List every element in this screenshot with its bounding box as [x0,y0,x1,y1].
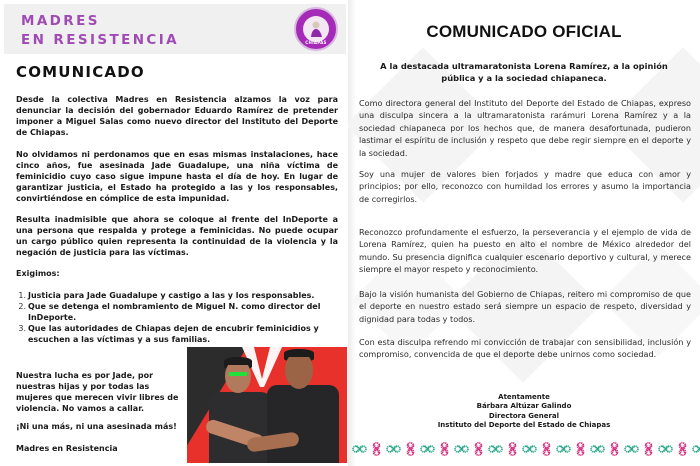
brand-header [4,4,346,54]
pink-embroidery-motif-icon [471,442,488,456]
madres-logo-icon: CHIAPAS [294,7,338,51]
green-embroidery-motif-icon [692,442,700,456]
green-embroidery-motif-icon [658,442,675,456]
signature: Madres en Resistencia [16,444,118,453]
demands-heading: Exigimos: [16,269,60,278]
pink-embroidery-motif-icon [539,442,556,456]
official-communique-panel [348,0,700,466]
green-embroidery-motif-icon [386,442,403,456]
paragraph-apology: Como directora general del Instituto del Deporte del Estado de Chiapas, expreso una disculpa sincera a la ultramaratonista rarámuri Lorena Ramírez y a la sociedad chiapaneca por los hechos que, de manera desafortunada, pudieron lastimar el espíritu de inclusión y respeto que debe regir siempre en el deporte y la sociedad. [359,98,691,158]
brand-line-2: EN RESISTENCIA [21,32,180,48]
demand-item: 2. Que se detenga el nombramiento de Miguel N. como director del InDeporte. [18,302,321,322]
addressee: A la destacada ultramaratonista Lorena Ramírez, a la opinión pública y a la sociedad chiapaneca. [380,61,668,83]
madres-communique-panel [0,0,348,466]
green-embroidery-motif-icon [556,442,573,456]
demand-item: 1. Justicia para Jade Guadalupe y castigo a las y los responsables. [18,291,315,300]
paragraph-conviction: Con esta disculpa refrendo mi convicción de trabajar con sensibilidad, inclusión y compromiso, convencida de que el deporte debe unirnos como sociedad. [359,337,691,360]
sign-closing: Atentamente [498,393,550,401]
closing-statement: Nuestra lucha es por Jade, por nuestras hijas y por todas las mujeres que merecen vivir libres de violencia. No vamos a callar. [16,371,179,413]
brand-name [21,12,179,50]
green-embroidery-motif-icon [420,442,437,456]
demands-list [16,290,338,345]
pink-embroidery-motif-icon [403,442,420,456]
sign-name: Bárbara Altúzar Galindo [476,402,572,411]
page-title: COMUNICADO [16,63,145,81]
official-signature [348,393,700,431]
green-embroidery-motif-icon [454,442,471,456]
sign-org: Instituto del Deporte del Estado de Chiapas [437,421,611,430]
pink-embroidery-motif-icon [573,442,590,456]
pink-embroidery-motif-icon [369,442,386,456]
official-title: COMUNICADO OFICIAL [426,22,622,41]
embroidery-border-pattern [352,441,700,457]
paragraph-inadmisible: Resulta inadmisible que ahora se coloque al frente del InDeporte a una persona que respalda y protege a feminicidas. No puede ocupar un cargo público quien representa la continuidad de la violencia y la negación de justicia para las víctimas. [16,215,338,257]
slogan: ¡Ni una más, ni una asesinada más! [16,422,177,431]
demand-item: 3. Que las autoridades de Chiapas dejen de encubrir feminicidios y escuchen a las víctimas y a sus familias. [18,324,319,344]
eye-censor-bar [229,372,247,376]
green-embroidery-motif-icon [590,442,607,456]
pink-embroidery-motif-icon [641,442,658,456]
paragraph-jade: No olvidamos ni perdonamos que en esas mismas instalaciones, hace cinco años, fue asesinada Jade Guadalupe, una niña víctima de feminicidio cuyo caso sigue impune hasta el día de hoy. En lugar de garantizar justicia, el Estado ha protegido a las y los responsables, convirtiéndose en cómplice de esta impunidad. [16,150,338,203]
paragraph-commitment: Bajo la visión humanista del Gobierno de Chiapas, reitero mi compromiso de que el deporte en nuestro estado será siempre un espacio de respeto, diversidad y dignidad para todas y todos. [359,289,691,324]
pink-embroidery-motif-icon [607,442,624,456]
pink-embroidery-motif-icon [437,442,454,456]
paragraph-denuncia: Desde la colectiva Madres en Resistencia alzamos la voz para denunciar la decisión del gobernador Eduardo Ramírez de pretender imponer a Miguel Salas como nuevo director del Instituto del Deporte de Chiapas. [16,95,338,137]
green-embroidery-motif-icon [624,442,641,456]
pink-embroidery-motif-icon [675,442,692,456]
photo-two-men [187,347,347,463]
brand-line-1: MADRES [21,13,100,29]
woman-figure-icon [309,20,323,38]
pink-embroidery-motif-icon [505,442,522,456]
sign-role: Directora General [488,411,560,420]
green-embroidery-motif-icon [488,442,505,456]
green-embroidery-motif-icon [522,442,539,456]
green-embroidery-motif-icon [352,442,369,456]
paragraph-values: Soy una mujer de valores bien forjados y madre que educa con amor y principios; por ello, reconozco con humildad los errores y asumo la importancia de corregirlos. [359,169,691,204]
paragraph-recognition: Reconozco profundamente el esfuerzo, la perseverancia y el ejemplo de vida de Lorena Ramírez, quien ha puesto en alto el nombre de México alrededor del mundo. Su presencia dignifica cualquier escenario deportivo y cultural, y merece siempre el mayor respeto y reconocimiento. [359,227,691,275]
